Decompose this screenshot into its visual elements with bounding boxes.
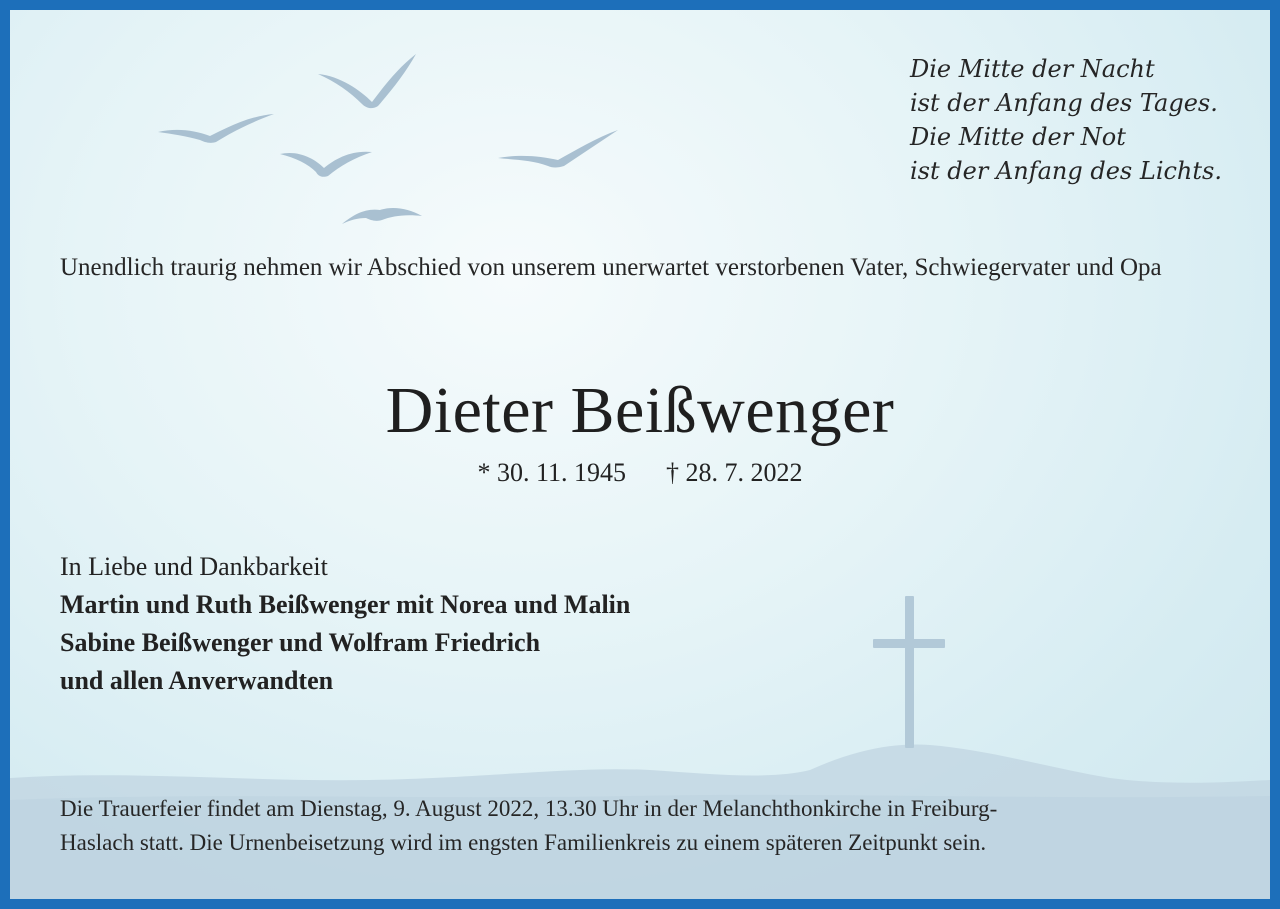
family-member: Martin und Ruth Beißwenger mit Norea und Malin [60,590,631,619]
funeral-line: Die Trauerfeier findet am Dienstag, 9. August 2022, 13.30 Uhr in der Melanchthonkirche in Freiburg- [60,796,998,821]
poem-line: ist der Anfang des Lichts. [910,157,1222,185]
intro-text: Unendlich traurig nehmen wir Abschied von unserem unerwartet verstorbenen Vater, Schwiegervater und Opa [60,254,1162,281]
bird-icon [498,130,618,168]
bird-icon [318,54,416,108]
bird-icon [158,114,274,143]
bird-icon [280,152,372,177]
death-date: † 28. 7. 2022 [666,458,803,487]
poem-line: Die Mitte der Nacht [910,55,1155,83]
deceased-name: Dieter Beißwenger [385,374,895,447]
family-signature [60,548,960,700]
poem-quote [910,52,1255,188]
family-lead: In Liebe und Dankbarkeit [60,552,328,581]
obituary-card [10,10,1270,899]
funeral-line: Haslach statt. Die Urnenbeisetzung wird im engsten Familienkreis zu einem späteren Zeitpunkt sein. [60,830,987,855]
poem-line: Die Mitte der Not [910,123,1126,151]
family-member: Sabine Beißwenger und Wolfram Friedrich [60,628,541,657]
life-dates [10,456,1270,490]
bird-icon [342,208,422,224]
funeral-notice [60,792,1240,860]
family-member: und allen Anverwandten [60,666,334,695]
birth-date: * 30. 11. 1945 [477,458,627,487]
poem-line: ist der Anfang des Tages. [910,89,1218,117]
